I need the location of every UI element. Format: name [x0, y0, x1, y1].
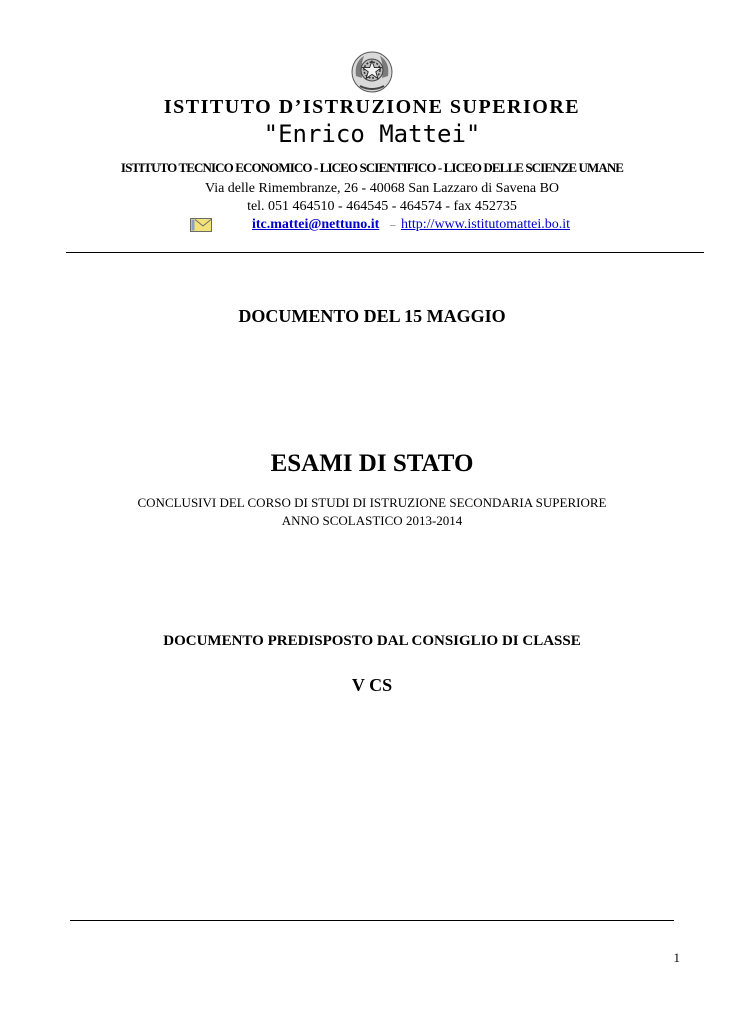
footer-divider: [70, 920, 674, 921]
institute-subtitle: ISTITUTO TECNICO ECONOMICO - LICEO SCIENTIFICO - LICEO DELLE SCIENZE UMANE: [120, 160, 624, 175]
exam-subtitle: CONCLUSIVI DEL CORSO DI STUDI DI ISTRUZIONE SECONDARIA SUPERIORE: [137, 495, 607, 510]
exam-title: ESAMI DI STATO: [270, 450, 474, 477]
institute-name: "Enrico Mattei": [263, 120, 481, 148]
prepared-by-heading: DOCUMENTO PREDISPOSTO DAL CONSIGLIO DI CLASSE: [163, 633, 581, 649]
institute-title: ISTITUTO D’ISTRUZIONE SUPERIORE: [163, 96, 581, 118]
institute-phone: tel. 051 464510 - 464545 - 464574 - fax 452735: [247, 199, 517, 214]
class-name: V CS: [351, 675, 393, 695]
email-link[interactable]: itc.mattei@nettuno.it: [252, 217, 380, 232]
italian-republic-emblem-icon: [350, 50, 394, 94]
contact-separator: –: [390, 219, 396, 231]
envelope-icon: [190, 218, 212, 232]
document-date-heading: DOCUMENTO DEL 15 MAGGIO: [238, 306, 506, 326]
page-number: 1: [673, 950, 680, 965]
institute-address: Via delle Rimembranze, 26 - 40068 San Lazzaro di Savena BO: [204, 181, 560, 196]
header-divider: [66, 252, 704, 253]
school-year: ANNO SCOLASTICO 2013-2014: [281, 513, 463, 528]
website-link[interactable]: http://www.istitutomattei.bo.it: [401, 217, 571, 232]
